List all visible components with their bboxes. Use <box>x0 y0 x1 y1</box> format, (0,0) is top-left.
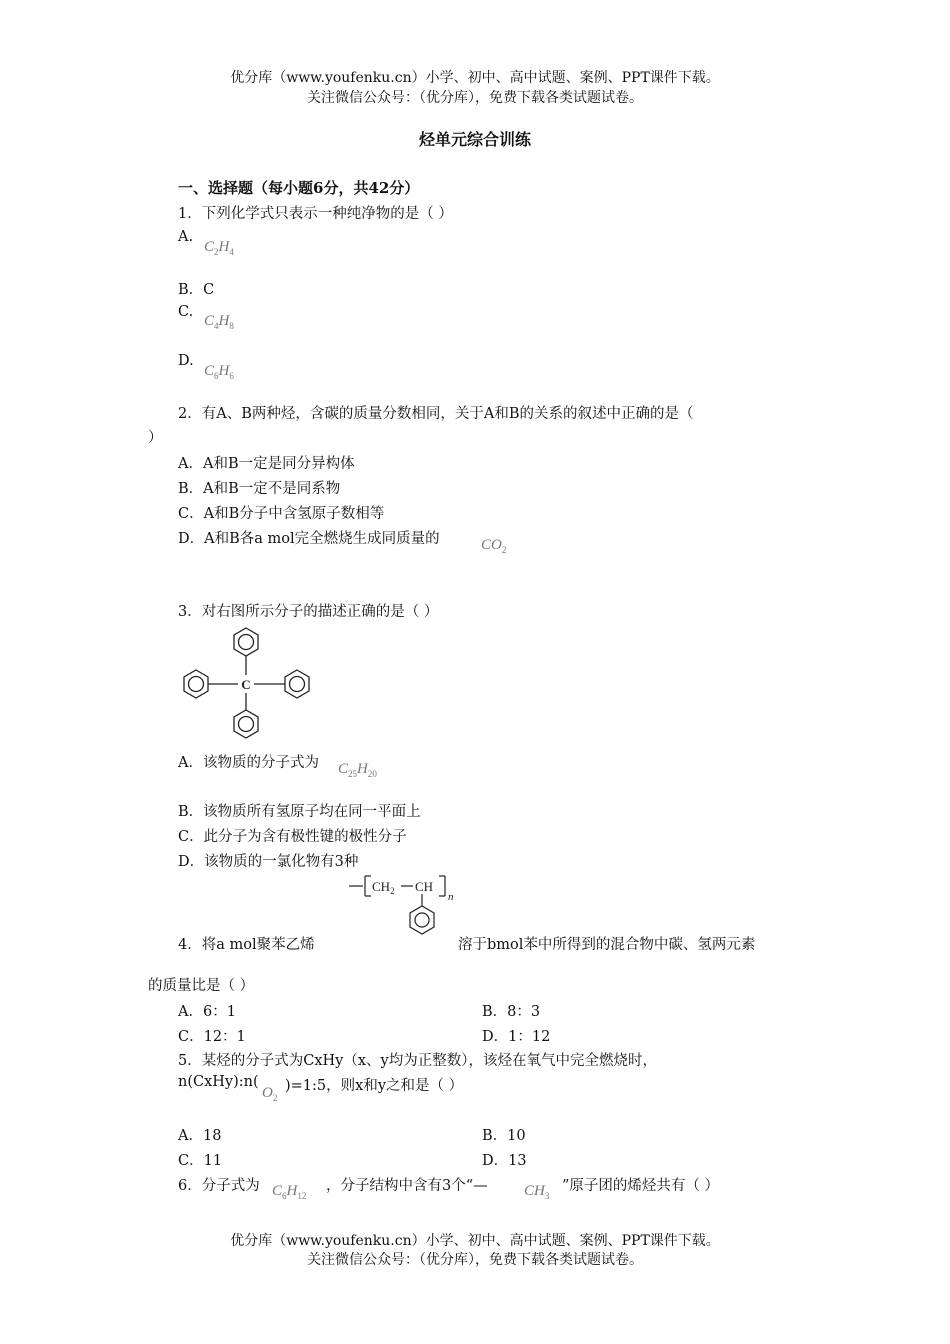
q6-ch3-group: $CH_3$ <box>524 1183 550 1201</box>
polymer-n-label: n <box>448 891 454 903</box>
q4-stem-c: 的质量比是（ ） <box>148 978 255 994</box>
q5-option-a: A．18 <box>178 1128 222 1144</box>
q5-option-c: C．11 <box>178 1153 223 1169</box>
benzene-ring-right <box>285 670 309 698</box>
benzene-ring-top <box>234 628 258 656</box>
q5-option-b: B．10 <box>482 1128 526 1144</box>
footer-line-2: 关注微信公众号：（优分库），免费下载各类试题试卷。 <box>307 1252 643 1268</box>
q5-stem: 5．某烃的分子式为CxHy（x、y均为正整数），该烃在氧气中完全燃烧时， <box>178 1053 657 1069</box>
q4-stem-b: 溶于bmol苯中所得到的混合物中碳、氢两元素 <box>458 937 756 953</box>
header-line-1: 优分库（www.youfenku.cn）小学、初中、高中试题、案例、PPT课件下载。 <box>230 70 720 86</box>
polystyrene-benzene-ring <box>410 906 434 934</box>
q3-option-a-formula: $C_{25}H_{20}$ <box>338 761 377 779</box>
polymer-ch2-label: $CH_2$ <box>372 879 395 896</box>
q2-option-c: C．A和B分子中含氢原子数相等 <box>178 506 385 522</box>
q1-option-a-label: A. <box>178 229 194 245</box>
header-line-2: 关注微信公众号：（优分库），免费下载各类试题试卷。 <box>307 90 643 106</box>
page-title: 烃单元综合训练 <box>418 130 531 149</box>
q2-option-d-formula: $CO_2$ <box>481 537 507 555</box>
q3-option-a: A．该物质的分子式为 <box>178 755 319 771</box>
q5-o2-formula: $O_2$ <box>262 1085 278 1103</box>
q1-option-d-formula: $C_6H_6$ <box>204 363 234 381</box>
q6-stem-a: 6．分子式为 <box>178 1178 260 1194</box>
q6-formula: $C_6H_{12}$ <box>272 1183 307 1201</box>
q6-stem-b: ，分子结构中含有3个“— <box>326 1178 488 1194</box>
polymer-ch-label: CH <box>415 879 434 894</box>
q2-option-d: D．A和B各a mol完全燃烧生成同质量的 <box>178 531 440 547</box>
q4-option-a: A．6：1 <box>178 1004 236 1020</box>
footer-line-1: 优分库（www.youfenku.cn）小学、初中、高中试题、案例、PPT课件下载。 <box>230 1233 720 1249</box>
benzene-ring-left <box>184 670 208 698</box>
q2-stem: 2．有A、B两种烃，含碳的质量分数相同，关于A和B的关系的叙述中正确的是（ <box>178 406 694 422</box>
q1-option-c-label: C. <box>178 304 194 320</box>
q1-option-a-formula: $C_2H_4$ <box>204 239 234 257</box>
q3-stem: 3．对右图所示分子的描述正确的是（ ） <box>178 604 439 620</box>
section-heading: 一、选择题（每小题6分，共42分） <box>178 179 420 197</box>
q5-line2-a: n(CxHy):n( <box>178 1074 259 1090</box>
q3-option-b: B．该物质所有氢原子均在同一平面上 <box>178 804 421 820</box>
q3-option-d: D．该物质的一氯化物有3种 <box>178 854 359 870</box>
polystyrene-structure <box>345 870 470 945</box>
q2-stem-end: ） <box>148 430 163 446</box>
q3-option-c: C．此分子为含有极性键的极性分子 <box>178 829 407 845</box>
q2-option-b: B．A和B一定不是同系物 <box>178 481 341 497</box>
benzene-ring-bottom <box>234 710 258 738</box>
q1-stem: 1．下列化学式只表示一种纯净物的是（ ） <box>178 206 453 222</box>
q6-stem-c: ”原子团的烯烃共有（ ） <box>562 1178 720 1194</box>
q5-line2-b: )=1:5，则x和y之和是（ ） <box>285 1078 464 1094</box>
tetraphenylmethane-structure <box>180 622 320 742</box>
q5-option-d: D．13 <box>482 1153 527 1169</box>
q2-option-a: A．A和B一定是同分异构体 <box>178 456 355 472</box>
q4-option-b: B．8：3 <box>482 1004 541 1020</box>
q1-option-b: B．C <box>178 282 215 298</box>
q1-option-d-label: D. <box>178 353 194 369</box>
q4-option-d: D．1：12 <box>482 1029 551 1045</box>
q1-option-c-formula: $C_4H_8$ <box>204 313 234 331</box>
q4-stem-a: 4．将a mol聚苯乙烯 <box>178 937 315 953</box>
center-carbon-label: C <box>241 677 251 692</box>
q4-option-c: C．12：1 <box>178 1029 246 1045</box>
